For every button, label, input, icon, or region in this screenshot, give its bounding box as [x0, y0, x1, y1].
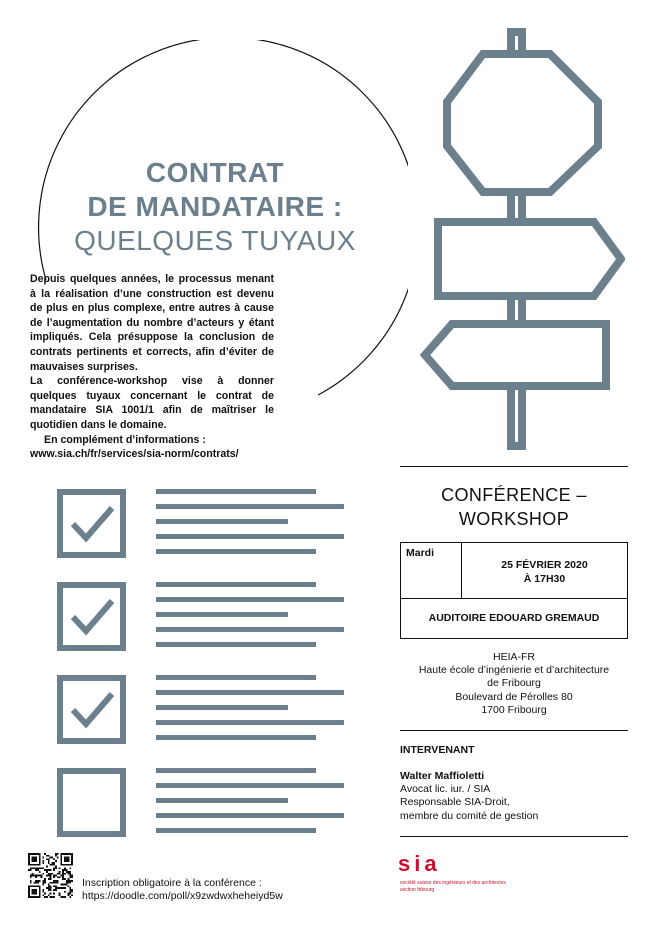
checklist-line	[156, 768, 316, 773]
divider-top	[400, 466, 628, 467]
sia-logo: sia	[398, 851, 441, 876]
registration-link[interactable]: https://doodle.com/poll/x9zwdwxheheiyd5w	[82, 890, 283, 903]
address-line-3: de Fribourg	[487, 677, 541, 690]
speaker-role-1: Avocat lic. iur. / SIA	[400, 783, 491, 796]
event-venue: AUDITOIRE EDOUARD GREMAUD	[400, 598, 628, 639]
intro-paragraph-2: La conférence-workshop vise à donner quelques tuyaux concernant le contrat de mandataire SIA 1001/1 afin de maîtriser le quotidien dans le domaine.	[30, 375, 274, 431]
divider-speaker	[400, 836, 628, 837]
address-line-2: Haute école d’ingénierie et d’architecture	[418, 664, 610, 677]
checklist-line	[156, 519, 288, 524]
event-datetime	[462, 558, 627, 586]
checklist-line	[156, 582, 316, 587]
title-line-1: CONTRAT	[145, 157, 285, 188]
event-date: 25 FÉVRIER 2020	[501, 559, 588, 571]
poster-title	[40, 156, 390, 258]
checklist-line	[156, 735, 316, 740]
speaker-info	[400, 770, 538, 823]
speaker-name: Walter Maffioletti	[400, 770, 485, 782]
checklist-line	[156, 675, 316, 680]
checklist-line	[156, 783, 344, 788]
date-box	[400, 542, 628, 599]
checklist-line	[156, 690, 344, 695]
venue-address	[400, 651, 628, 717]
checklist-line	[156, 549, 316, 554]
checkbox-empty-icon	[60, 768, 344, 834]
qr-code-icon[interactable]	[28, 853, 73, 898]
speaker-role-2: Responsable SIA-Droit,	[400, 796, 510, 809]
registration-text: Inscription obligatoire à la conférence :	[82, 877, 262, 889]
check-mark	[73, 694, 112, 724]
logo-sub-line-2: section fribourg	[400, 887, 435, 893]
checkbox-checked-icon	[60, 489, 344, 555]
checklist-line	[156, 489, 316, 494]
address-line-4: Boulevard de Pérolles 80	[455, 690, 573, 703]
checklist-line	[156, 705, 288, 710]
event-type	[400, 483, 628, 531]
address-line-5: 1700 Fribourg	[481, 703, 547, 716]
speaker-role-3: membre du comité de gestion	[400, 809, 539, 822]
event-time: À 17H30	[523, 573, 566, 585]
address-line-1: HEIA-FR	[493, 651, 535, 663]
checklist-line	[156, 627, 344, 632]
event-day: Mardi	[406, 547, 435, 559]
check-mark	[73, 508, 112, 538]
checklist-line	[156, 642, 316, 647]
intro-paragraph-1: Depuis quelques années, le processus menant à la réalisation d’une construction est devenu de plus en plus complexe, entre autres à cause de l’augmentation du nombre d’acteurs y étant impliqués. Cela présuppose la conclusion de contrats pertinents et corrects, afin d’éviter de mauvaises surprises.	[30, 273, 274, 373]
checklist-line	[156, 534, 344, 539]
checkbox-checked-icon	[60, 675, 344, 741]
title-line-3: QUELQUES TUYAUX	[74, 225, 356, 256]
signpost-icon	[410, 26, 625, 452]
checklist-line	[156, 504, 344, 509]
checkbox-checked-icon	[60, 582, 344, 648]
sia-logo-subtitle	[400, 880, 506, 894]
title-line-2: DE MANDATAIRE :	[87, 191, 343, 222]
checklist-line	[156, 597, 344, 602]
checklist-line	[156, 798, 288, 803]
checklist-line	[156, 720, 344, 725]
check-mark	[73, 601, 112, 631]
checklist-illustration	[50, 484, 355, 844]
event-type-line-1: CONFÉRENCE –	[441, 485, 587, 505]
logo-sub-line-1: société suisse des ingénieurs et des architectes	[400, 880, 506, 886]
divider-address	[400, 730, 628, 731]
intro-text	[30, 272, 274, 462]
checklist-line	[156, 828, 316, 833]
checklist-line	[156, 612, 288, 617]
intro-paragraph-3: En complément d’informations :	[44, 433, 206, 446]
speaker-heading: INTERVENANT	[400, 744, 475, 756]
checklist-line	[156, 813, 344, 818]
event-type-line-2: WORKSHOP	[458, 509, 570, 529]
registration-info	[82, 877, 283, 903]
intro-url[interactable]: www.sia.ch/fr/services/sia-norm/contrats/	[30, 448, 239, 461]
